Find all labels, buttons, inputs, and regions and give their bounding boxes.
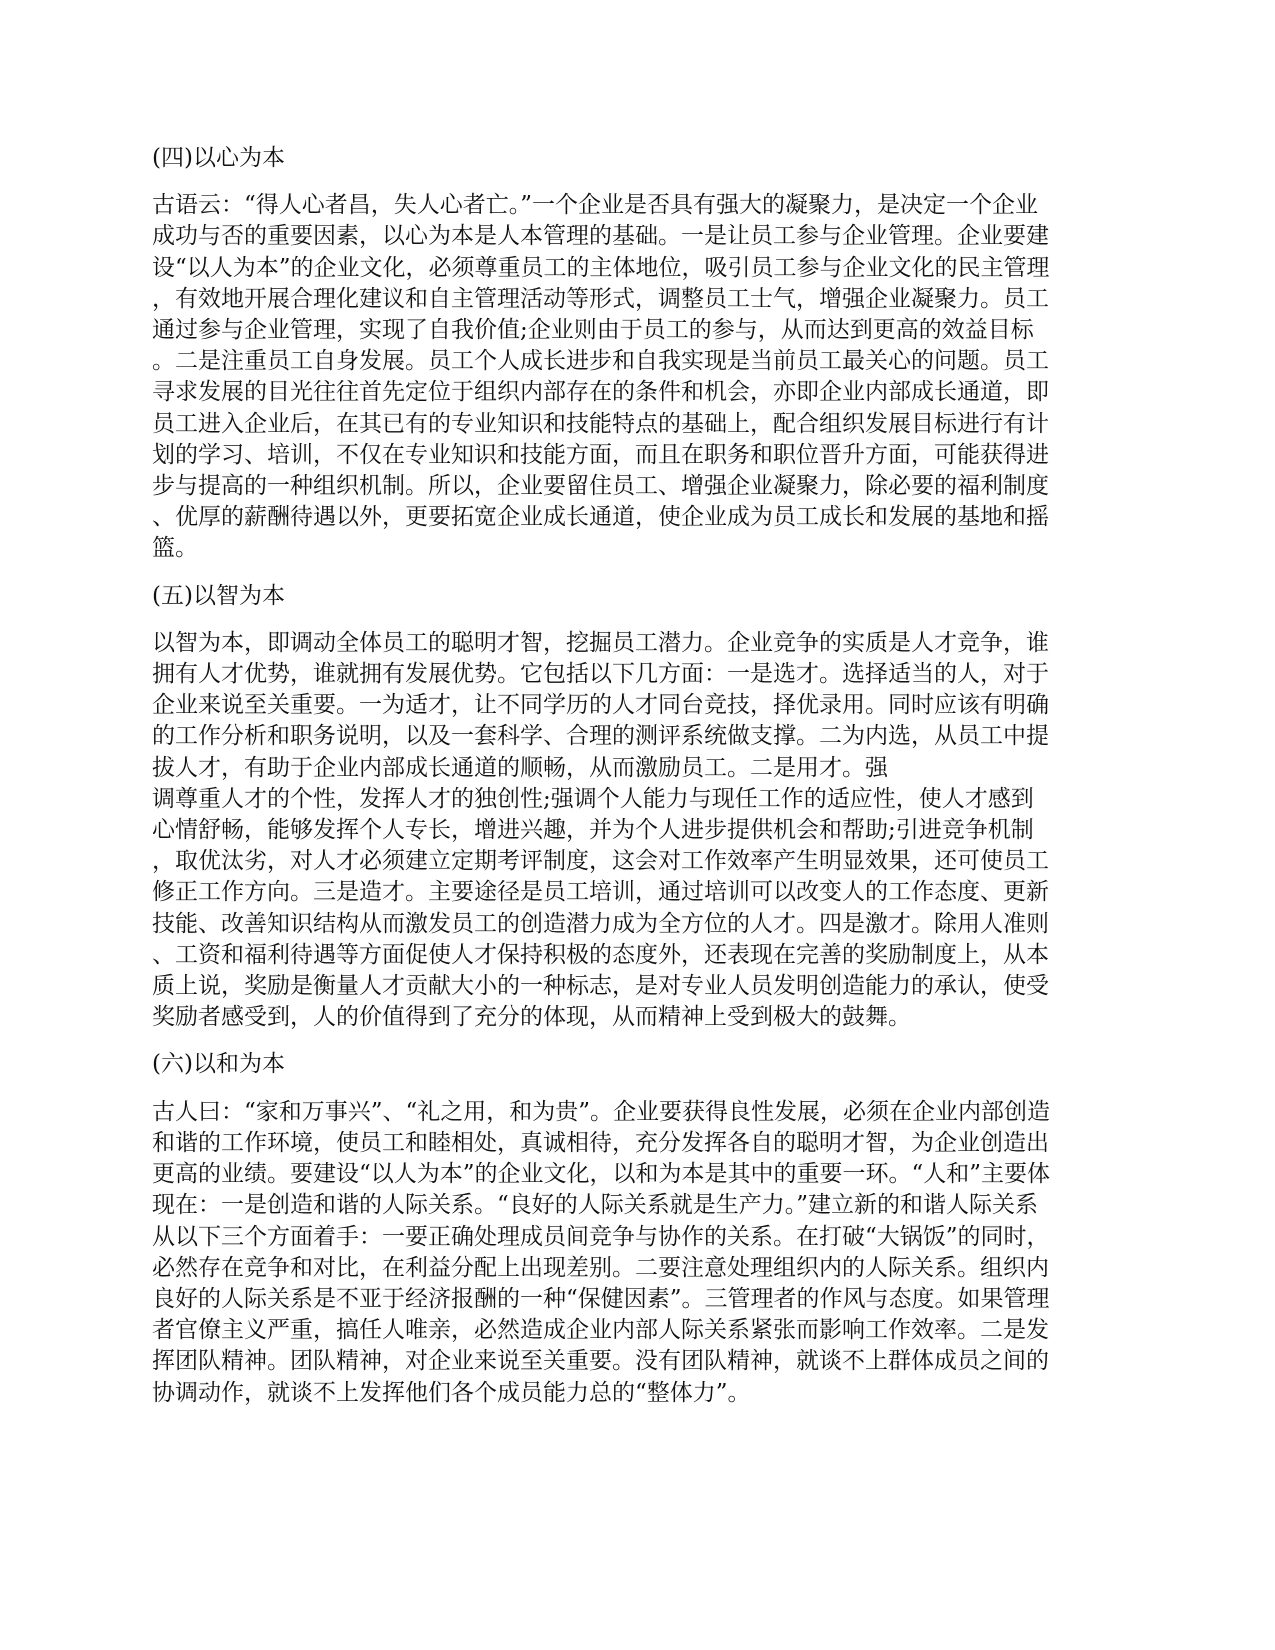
text-line: 篮。 (152, 535, 198, 562)
text-line: 古人曰：“家和万事兴”、“礼之用，和为贵”。企业要获得良性发展，必须在企业内部创造 (152, 1098, 1051, 1125)
text-line: 、工资和福利待遇等方面促使人才保持积极的态度外，还表现在完善的奖励制度上，从本 (152, 941, 1049, 968)
text-line: 的工作分析和职务说明，以及一套科学、合理的测评系统做支撑。二为内选，从员工中提 (152, 723, 1049, 750)
text-line: 拥有人才优势，谁就拥有发展优势。它包括以下几方面：一是选才。选择适当的人，对于 (152, 661, 1049, 688)
text-line: 挥团队精神。团队精神，对企业来说至关重要。没有团队精神，就谈不上群体成员之间的 (152, 1348, 1049, 1375)
section-heart (152, 143, 1124, 565)
section-paragraph (152, 1097, 1124, 1409)
section-paragraph (152, 628, 1124, 1034)
document-body (152, 143, 1124, 1425)
text-line: 企业来说至关重要。一为适才，让不同学历的人才同台竞技，择优录用。同时应该有明确 (152, 692, 1049, 719)
text-line: 必然存在竞争和对比，在利益分配上出现差别。二要注意处理组织内的人际关系。组织内 (152, 1254, 1049, 1281)
text-line: 质上说，奖励是衡量人才贡献大小的一种标志，是对专业人员发明创造能力的承认，使受 (152, 973, 1049, 1000)
text-line: 、优厚的薪酬待遇以外，更要拓宽企业成长通道，使企业成为员工成长和发展的基地和摇 (152, 504, 1049, 531)
text-line: 。二是注重员工自身发展。员工个人成长进步和自我实现是当前员工最关心的问题。员工 (152, 348, 1049, 375)
text-line: 寻求发展的目光往往首先定位于组织内部存在的条件和机会，亦即企业内部成长通道，即 (152, 379, 1049, 406)
text-line: 良好的人际关系是不亚于经济报酬的一种“保健因素”。三管理者的作风与态度。如果管理 (152, 1285, 1050, 1312)
text-line: 古语云：“得人心者昌，失人心者亡。”一个企业是否具有强大的凝聚力，是决定一个企业 (152, 192, 1039, 219)
text-line: 成功与否的重要因素，以心为本是人本管理的基础。一是让员工参与企业管理。企业要建 (152, 223, 1049, 250)
section-wisdom (152, 581, 1124, 1034)
text-line: ，取优汰劣，对人才必须建立定期考评制度，这会对工作效率产生明显效果，还可使员工 (152, 848, 1049, 875)
section-heading: (六)以和为本 (152, 1051, 285, 1078)
text-line: 奖励者感受到，人的价值得到了充分的体现，从而精神上受到极大的鼓舞。 (152, 1004, 911, 1031)
text-line: 员工进入企业后，在其已有的专业知识和技能特点的基础上，配合组织发展目标进行有计 (152, 410, 1049, 437)
text-line: 以智为本，即调动全体员工的聪明才智，挖掘员工潜力。企业竞争的实质是人才竞争，谁 (152, 629, 1049, 656)
text-line: 划的学习、培训，不仅在专业知识和技能方面，而且在职务和职位晋升方面，可能获得进 (152, 441, 1049, 468)
text-line: 心情舒畅，能够发挥个人专长，增进兴趣，并为个人进步提供机会和帮助;引进竞争机制 (152, 817, 1034, 844)
text-line: 技能、改善知识结构从而激发员工的创造潜力成为全方位的人才。四是激才。除用人准则 (152, 910, 1049, 937)
text-line: 步与提高的一种组织机制。所以，企业要留住员工、增强企业凝聚力，除必要的福利制度 (152, 473, 1049, 500)
section-heading: (五)以智为本 (152, 582, 285, 609)
text-line: 更高的业绩。要建设“以人为本”的企业文化，以和为本是其中的重要一环。“人和”主要体 (152, 1161, 1051, 1188)
text-line: 修正工作方向。三是造才。主要途径是员工培训，通过培训可以改变人的工作态度、更新 (152, 879, 1049, 906)
text-line: 拔人才，有助于企业内部成长通道的顺畅，从而激励员工。二是用才。强 (152, 754, 888, 781)
text-line: ，有效地开展合理化建议和自主管理活动等形式，调整员工士气，增强企业凝聚力。员工 (152, 285, 1049, 312)
text-line: 调尊重人才的个性，发挥人才的独创性;强调个人能力与现任工作的适应性，使人才感到 (152, 785, 1034, 812)
section-heading: (四)以心为本 (152, 145, 285, 171)
text-line: 设“以人为本”的企业文化，必须尊重员工的主体地位，吸引员工参与企业文化的民主管理 (152, 254, 1050, 281)
text-line: 者官僚主义严重，搞任人唯亲，必然造成企业内部人际关系紧张而影响工作效率。二是发 (152, 1317, 1049, 1344)
text-line: 和谐的工作环境，使员工和睦相处，真诚相待，充分发挥各自的聪明才智，为企业创造出 (152, 1129, 1049, 1156)
text-line: 协调动作，就谈不上发挥他们各个成员能力总的“整体力”。 (152, 1379, 751, 1406)
text-line: 从以下三个方面着手：一要正确处理成员间竞争与协作的关系。在打破“大锅饭”的同时， (152, 1223, 1050, 1250)
section-harmony (152, 1049, 1124, 1408)
text-line: 现在：一是创造和谐的人际关系。“良好的人际关系就是生产力。”建立新的和谐人际关系 (152, 1192, 1039, 1219)
text-line: 通过参与企业管理，实现了自我价值;企业则由于员工的参与，从而达到更高的效益目标 (152, 317, 1034, 344)
section-paragraph (152, 190, 1124, 564)
